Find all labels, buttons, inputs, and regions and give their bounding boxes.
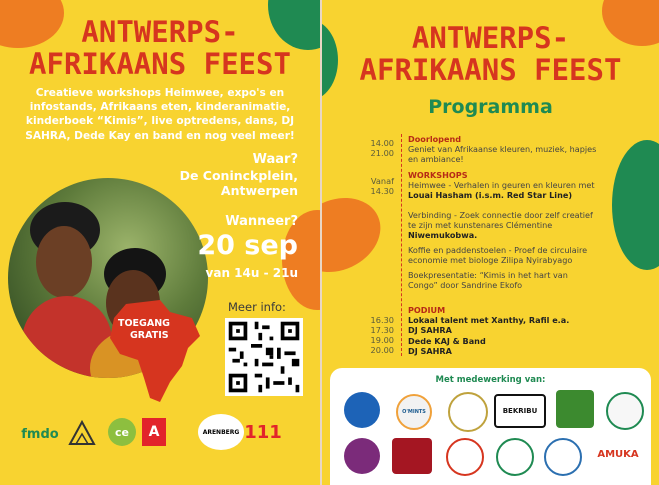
program-divider (401, 134, 402, 356)
partner-logo-bekribu: BEKRIBU (494, 394, 546, 428)
logo-antwerpen: A (142, 418, 166, 446)
partner-logo-10 (496, 438, 534, 476)
partner-logo-8 (392, 438, 432, 474)
partner-logo-9 (446, 438, 484, 476)
partner-logo-omints: O'MINTS (396, 394, 432, 430)
qr-code[interactable] (225, 318, 303, 396)
intro-text: Creatieve workshops Heimwee, expo's en infostands, Afrikaans eten, kinderanimatie, kinderboek “Kimis”, live optredens, dans, DJ SAHRA, Dede Kay en band en nog veel meer! (25, 87, 295, 142)
partner-logo-11 (544, 438, 582, 476)
podium-time-3: 19.00 (370, 335, 394, 345)
time-from-label: Vanaf (370, 176, 394, 186)
sponsor-logos-left (0, 406, 320, 485)
program-block-2: WORKSHOPS Heimwee - Verhalen in geuren en kleuren met Louai Hasham (i.s.m. Red Star Line) (408, 170, 595, 201)
program-title: Programma (428, 96, 553, 118)
when-label: Wanneer? (225, 214, 298, 229)
poster-title-line2: AFRIKAANS FEEST (29, 47, 291, 81)
poster-back (322, 0, 659, 485)
partner-logo-7 (344, 438, 380, 474)
partner-logo-amuka: AMUKA (592, 440, 644, 468)
program-block-1: Doorlopend Geniet van Afrikaanse kleuren, muziek, hapjes en ambiance! (408, 134, 597, 165)
poster-title-line1: ANTWERPS- (411, 21, 570, 55)
poster-title-line2: AFRIKAANS FEEST (359, 53, 622, 87)
partner-logo-1 (344, 392, 380, 428)
where-line1: De Coninckplein, (179, 168, 298, 183)
podium-time-4: 20.00 (370, 345, 394, 355)
partners-label: Met medewerking van: (435, 375, 546, 385)
logo-111: 111 (244, 421, 282, 443)
poster-front (0, 0, 320, 485)
program-podium: PODIUM Lokaal talent met Xanthy, Rafil e.a. DJ SAHRA Dede KAJ & Band DJ SAHRA (408, 305, 570, 356)
time-end: 21.00 (370, 148, 394, 158)
program-block-4: Koffie en paddenstoelen - Proef de circulaire economie met biologe Zilipa Nyirabyago (408, 245, 588, 266)
logo-fmdo: fmdo (21, 426, 59, 442)
podium-time-2: 17.30 (370, 325, 394, 335)
time-from: 14.30 (370, 186, 394, 196)
event-date: 20 sep (197, 230, 298, 261)
partner-logo-3 (448, 392, 488, 432)
logo-arenberg: ARENBERG (198, 414, 244, 450)
entry-free-line2: GRATIS (130, 330, 169, 341)
podium-time-1: 16.30 (370, 315, 394, 325)
poster-title-line1: ANTWERPS- (81, 15, 239, 49)
where-label: Waar? (252, 152, 298, 167)
partner-logo-6 (606, 392, 644, 430)
logo-ace (66, 416, 100, 450)
program-block-5: Boekpresentatie: “Kimis in het hart van Congo” door Sandrine Ekofo (408, 270, 568, 291)
event-hours: van 14u - 21u (205, 266, 298, 280)
where-line2: Antwerpen (220, 183, 298, 198)
partners-box (330, 368, 651, 485)
entry-free-line1: TOEGANG (118, 318, 170, 329)
more-info-label: Meer info: (228, 300, 286, 314)
program-block-3: Verbinding - Zoek connectie door zelf creatief te zijn met kunstenares Clémentine Niwemukobwa. (408, 210, 593, 241)
logo-ce: ce (108, 418, 136, 446)
time-start: 14.00 (370, 138, 394, 148)
partner-logo-5 (556, 390, 594, 428)
africa-map-icon (108, 298, 204, 406)
orange-blob-left (322, 184, 393, 285)
